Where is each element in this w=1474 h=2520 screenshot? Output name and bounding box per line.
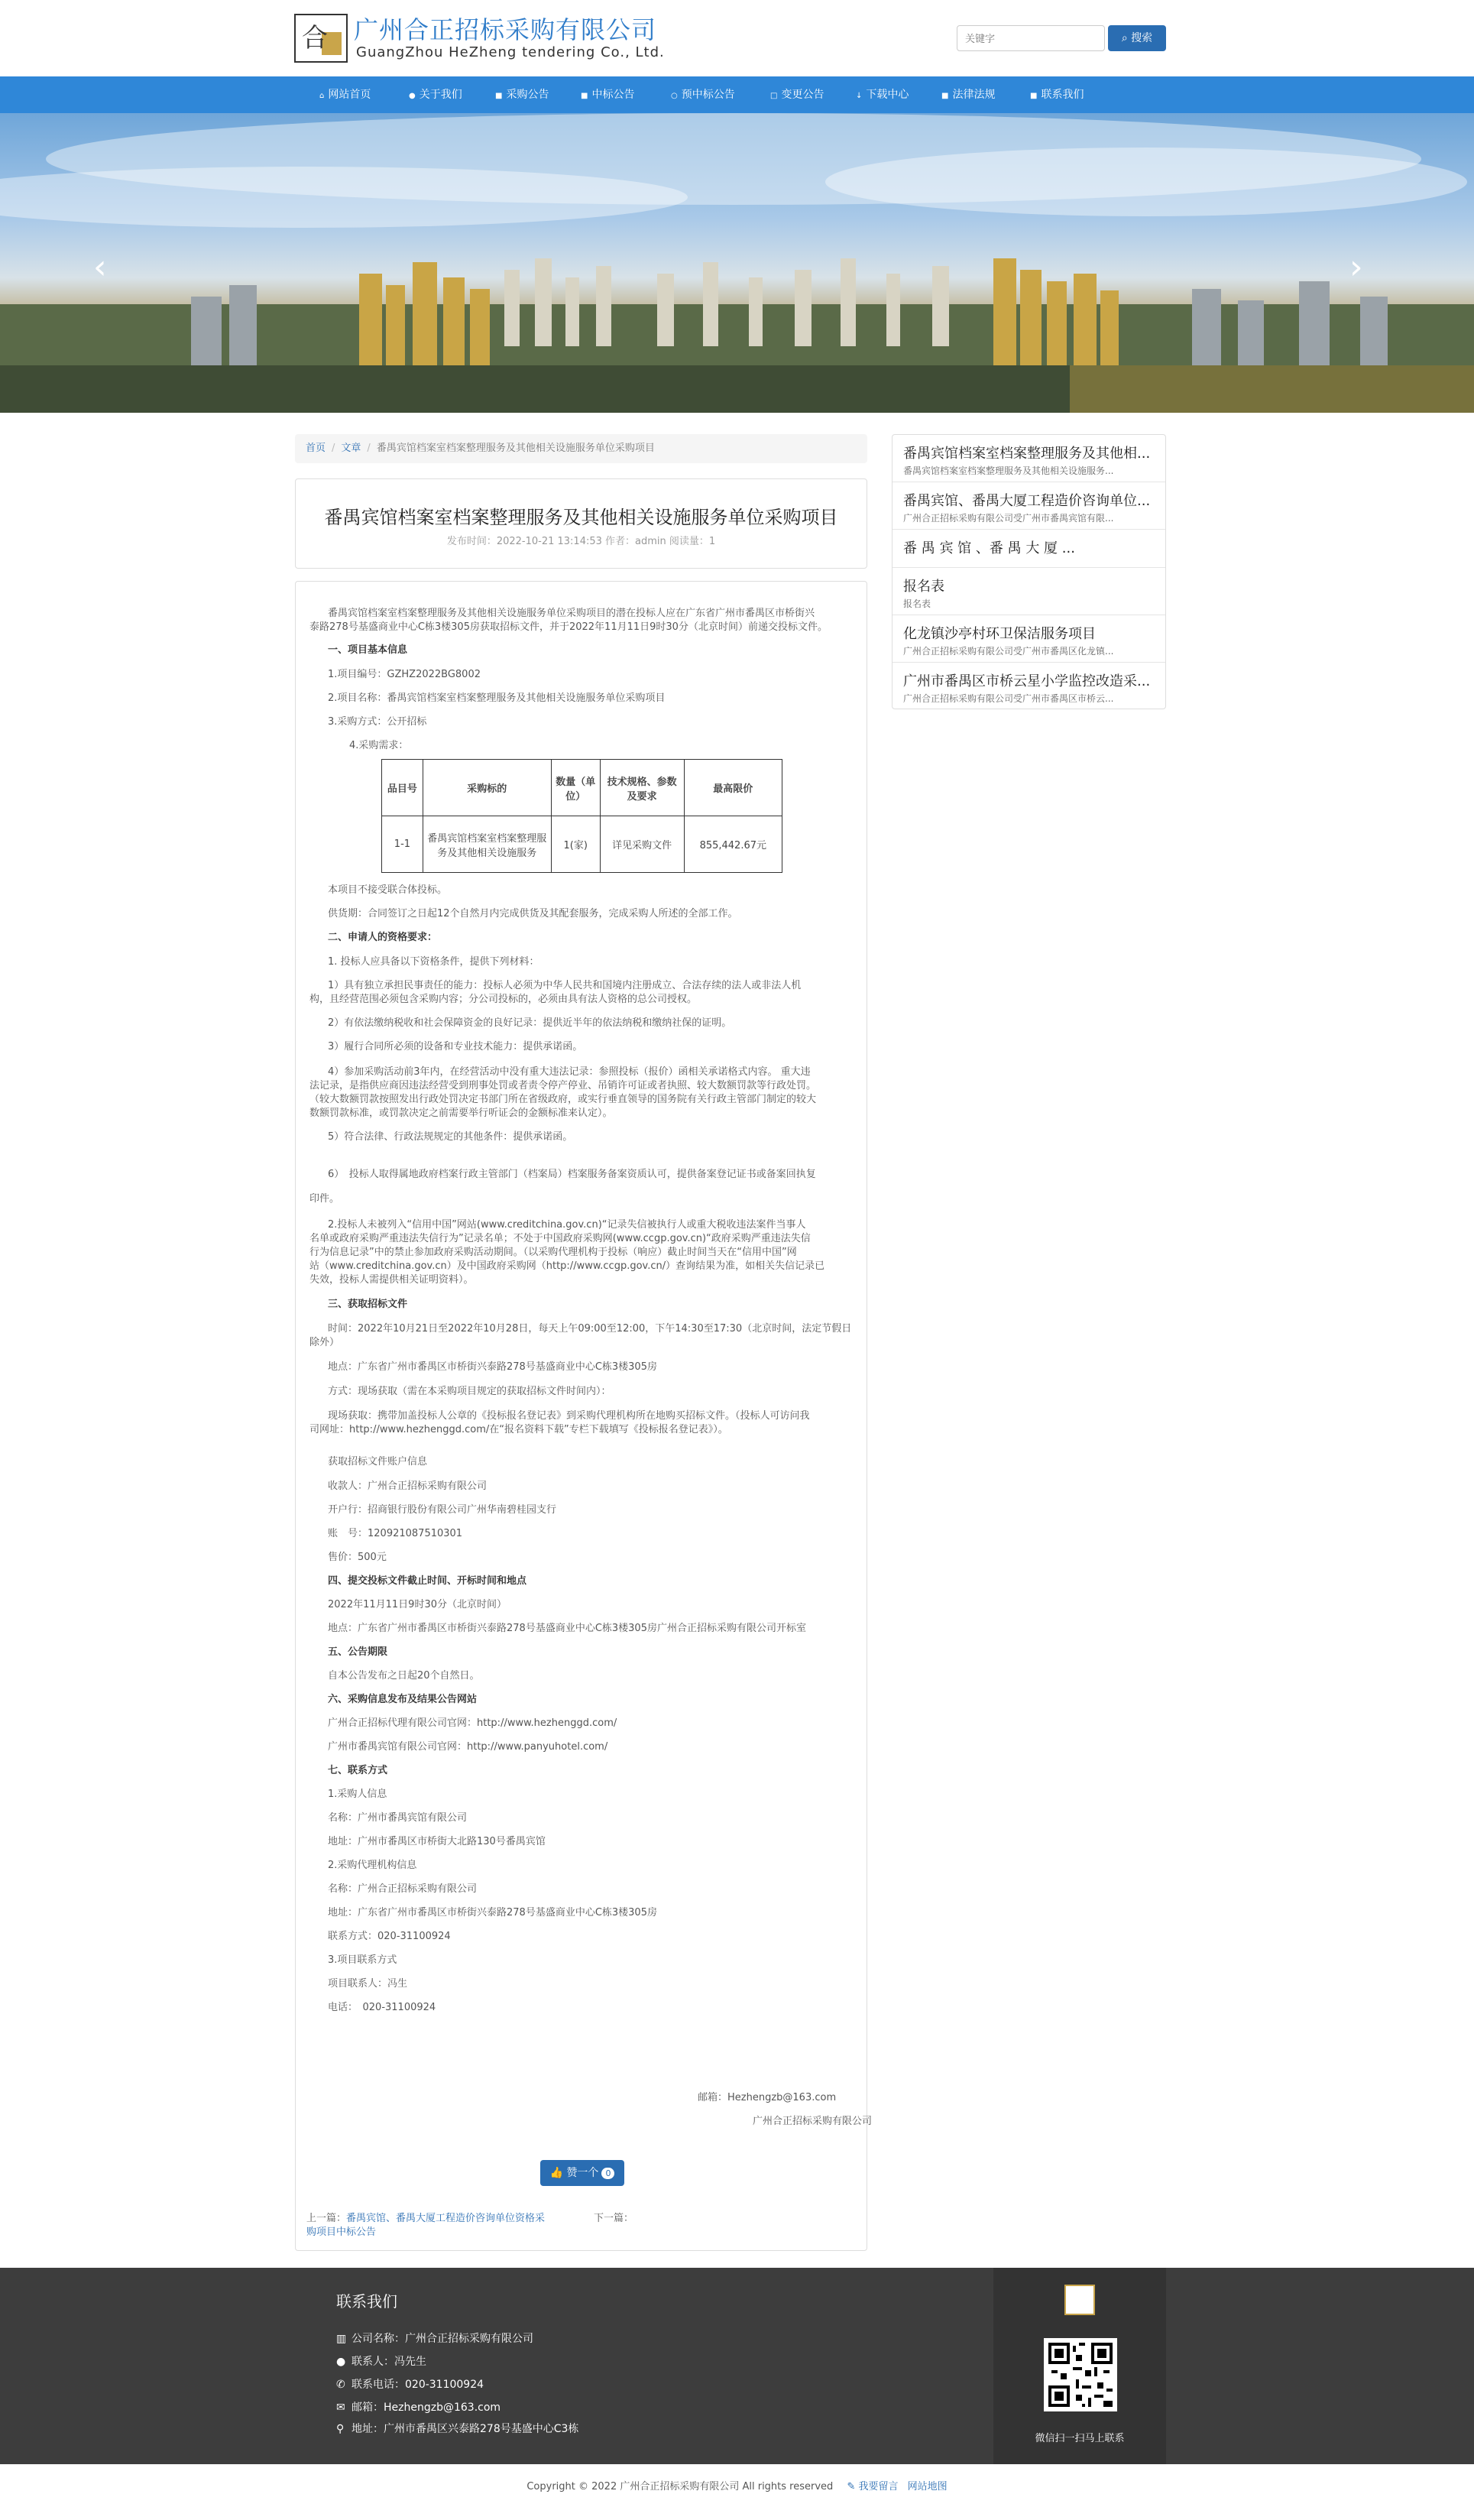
sidebar-item-desc: 广州合正招标采购有限公司受广州市番禺宾馆有限... — [903, 513, 1114, 524]
article-meta: 发布时间：2022-10-21 13:14:53 作者：admin 阅读量：1 — [446, 536, 716, 547]
search-icon: ⌕ — [1121, 32, 1128, 44]
para: 广州市番禺宾馆有限公司官网：http://www.panyuhotel.com/ — [328, 1741, 608, 1753]
para: 开户行：招商银行股份有限公司广州华南碧桂园支行 — [328, 1504, 557, 1516]
sidebar-item-desc: 广州合正招标采购有限公司受广州市番禺区化龙镇... — [903, 646, 1114, 657]
company-logo[interactable] — [294, 14, 348, 63]
prev-article-link-cont[interactable]: 购项目中标公告 — [306, 2226, 377, 2238]
copyright-bar — [0, 2464, 1474, 2520]
section-heading: 四、提交投标文件截止时间、开标时间和地点 — [328, 1575, 527, 1587]
nav-item-home[interactable] — [319, 76, 371, 113]
thumbs-up-icon: 👍 — [549, 2167, 563, 2179]
footer-phone-text: 联系电话：020-31100924 — [351, 2379, 484, 2391]
doc-icon: ■ — [581, 92, 588, 100]
para: 时间：2022年10月21日至2022年10月28日，每天上午09:00至12:00，下午14:30至17:30（北京时间，法定节假日 — [328, 1323, 852, 1335]
para: 1）具有独立承担民事责任的能力：投标人必须为中华人民共和国境内注册成立、合法存续的法人或非法人机 — [328, 980, 802, 991]
nav-item-contact[interactable] — [1030, 76, 1084, 113]
nav-label: 法律法规 — [952, 89, 996, 101]
footer-title: 联系我们 — [336, 2292, 397, 2311]
sidebar-item-title: 化龙镇沙亭村环卫保洁服务项目 — [903, 626, 1096, 642]
sidebar-item-desc: 番禺宾馆档案室档案整理服务及其他相关设施服务... — [903, 465, 1114, 476]
search-input[interactable] — [957, 25, 1105, 51]
breadcrumb-sep: / — [332, 443, 335, 454]
nav-label: 关于我们 — [419, 89, 462, 101]
message-link-label: 我要留言 — [858, 2481, 899, 2492]
prev-article — [306, 2210, 545, 2224]
hero-banner — [0, 113, 1474, 413]
sidebar-item-desc: 报名表 — [903, 598, 931, 609]
footer-company — [336, 2330, 533, 2346]
para: 1.项目编号：GZHZ2022BG8002 — [328, 669, 481, 680]
sidebar-item-title: 番禺宾馆档案室档案整理服务及其他相... — [903, 446, 1151, 462]
nav-item-award[interactable] — [581, 76, 634, 113]
breadcrumb-home[interactable]: 首页 — [306, 443, 326, 454]
logo-glyph: 合 — [302, 23, 328, 54]
footer-address — [336, 2421, 578, 2436]
para: （较大数额罚款按照发出行政处罚决定书部门所在省级政府，或实行垂直领导的国务院有关行政主管部门制定的较大 — [309, 1094, 817, 1105]
nav-label: 变更公告 — [781, 89, 824, 101]
nav-item-about[interactable] — [409, 76, 462, 113]
footer-phone — [336, 2376, 484, 2392]
para: 站（www.creditchina.gov.cn）及中国政府采购网（http://www.ccgp.gov.cn/）查询结果为准，如相关失信记录已 — [309, 1260, 825, 1272]
table-header: 数量（单位） — [551, 760, 600, 816]
para: 收款人：广州合正招标采购有限公司 — [328, 1481, 488, 1492]
search-button-label: 搜索 — [1131, 32, 1153, 44]
table-header: 采购标的 — [423, 760, 551, 816]
para: 失效，投标人需提供相关证明资料）。 — [309, 1274, 474, 1286]
para: 4.采购需求： — [349, 740, 409, 751]
para: 数额罚款标准，或罚款决定之前需要举行听证会的金额标准来认定）。 — [309, 1108, 613, 1119]
signature-date: 广州合正招标采购有限公司 — [753, 2116, 873, 2127]
sidebar-item-desc: 广州合正招标采购有限公司受广州市番禺区市桥云... — [903, 693, 1114, 704]
breadcrumb-sep: / — [367, 443, 371, 454]
table-header: 品目号 — [382, 760, 423, 816]
sidebar-item-title: 番禺宾馆、番禺大厦工程造价咨询单位... — [903, 493, 1151, 509]
para: 方式：现场获取（需在本采购项目规定的获取招标文件时间内）： — [328, 1386, 611, 1397]
edit-icon: ✎ — [847, 2481, 856, 2492]
sidebar-item-title: 报名表 — [903, 579, 944, 595]
like-label: 赞一个 — [566, 2167, 599, 2179]
mail-icon: ✉ — [336, 2402, 345, 2414]
sidebar-item[interactable] — [892, 482, 1165, 530]
location-icon: ⚲ — [336, 2423, 345, 2435]
para: 售价：500元 — [328, 1552, 387, 1563]
para: 除外） — [309, 1337, 340, 1348]
para: 获取招标文件账户信息 — [328, 1456, 428, 1468]
para: 1. 投标人应具备以下资格条件，提供下列材料： — [328, 956, 539, 968]
sidebar-item[interactable] — [892, 435, 1165, 482]
brand-name-cn: 广州合正招标采购有限公司 — [354, 15, 657, 44]
footer-logo — [1064, 2285, 1095, 2315]
sitemap-link[interactable]: 网站地图 — [907, 2481, 948, 2492]
building-icon: ▥ — [336, 2333, 347, 2345]
site-header — [0, 0, 1474, 76]
section-heading: 六、采购信息发布及结果公告网站 — [328, 1694, 478, 1705]
para: 项目联系人：冯生 — [328, 1978, 408, 1990]
para: 行为信息记录”中的禁止参加政府采购活动期间。（以采购代理机构于投标（响应）截止时间当天在“信用中国”网 — [309, 1247, 797, 1258]
para: 名单或政府采购严重违法失信行为”记录名单；不处于中国政府采购网(www.ccgp.gov.cn)“政府采购严重违法失信 — [309, 1233, 811, 1244]
nav-item-download[interactable] — [856, 76, 909, 113]
qr-icon — [1048, 2343, 1113, 2407]
wechat-qr-code — [1044, 2338, 1117, 2411]
para: 5）符合法律、行政法规规定的其他条件：提供承诺函。 — [328, 1131, 573, 1143]
breadcrumb — [295, 434, 867, 463]
table-cell: 1(家) — [551, 816, 600, 873]
para: 番禺宾馆档案室档案整理服务及其他相关设施服务单位采购项目的潜在投标人应在广东省广州市番禺区市桥街兴 — [328, 608, 815, 619]
para: 4）参加采购活动前3年内，在经营活动中没有重大违法记录：参照投标（报价）函相关承诺格式内容。 重大违 — [328, 1066, 811, 1078]
para: 司网址：http://www.hezhenggd.com/在“报名资料下载”专栏下载填写《投标报名登记表》）。 — [309, 1424, 728, 1435]
city-skyline-image — [0, 113, 1474, 413]
nav-label: 联系我们 — [1041, 89, 1084, 101]
section-heading: 三、获取招标文件 — [328, 1299, 408, 1310]
footer-qr-panel — [993, 2268, 1166, 2464]
para: 印件。 — [309, 1193, 340, 1205]
table-row — [382, 816, 782, 873]
next-label: 下一篇： — [594, 2213, 634, 2224]
nav-label: 中标公告 — [591, 89, 635, 101]
table-cell: 详见采购文件 — [600, 816, 684, 873]
para: 名称：广州市番禺宾馆有限公司 — [328, 1812, 468, 1824]
para: 2.项目名称：番禺宾馆档案室档案整理服务及其他相关设施服务单位采购项目 — [328, 692, 666, 704]
para: 2.投标人未被列入“信用中国”网站(www.creditchina.gov.cn)“记录失信被执行人或重大税收违法案件当事人 — [328, 1219, 806, 1231]
prev-article-cont — [306, 2223, 376, 2238]
nav-item-procurement[interactable] — [495, 76, 549, 113]
breadcrumb-section[interactable]: 文章 — [341, 443, 361, 454]
copyright-text: Copyright © 2022 广州合正招标采购有限公司 All rights reserved — [526, 2481, 834, 2492]
nav-item-pre-award[interactable] — [671, 76, 735, 113]
table-header-row — [382, 760, 782, 816]
requirements-table — [381, 759, 782, 873]
sidebar-item[interactable] — [892, 615, 1165, 663]
para: 2022年11月11日9时30分（北京时间） — [328, 1599, 507, 1610]
nav-item-change[interactable] — [770, 76, 824, 113]
footer-email — [336, 2399, 501, 2415]
prev-label: 上一篇： — [306, 2213, 347, 2224]
table-cell: 番禺宾馆档案室档案整理服务及其他相关设施服务 — [423, 816, 551, 873]
para: 1.采购人信息 — [328, 1789, 387, 1800]
para: 地点：广东省广州市番禺区市桥街兴泰路278号基盛商业中心C栋3楼305房广州合正招标采购有限公司开标室 — [328, 1623, 806, 1634]
like-count: 0 — [601, 2168, 614, 2179]
like-button[interactable] — [540, 2160, 624, 2186]
para: 供货期：合同签订之日起12个自然月内完成供货及其配套服务，完成采购人所述的全部工作。 — [328, 908, 738, 919]
sidebar-item[interactable] — [892, 530, 1165, 568]
message-link[interactable] — [847, 2481, 898, 2492]
footer-contact-text: 联系人：冯先生 — [351, 2356, 426, 2368]
sidebar-item-title: 广州市番禺区市桥云星小学监控改造采... — [903, 673, 1151, 689]
footer-contact — [336, 2353, 426, 2369]
para: 现场获取：携带加盖投标人公章的《投标报名登记表》到采购代理机构所在地购买招标文件。（投标人可访问我 — [328, 1410, 810, 1422]
qr-caption: 微信扫一扫马上联系 — [1035, 2433, 1125, 2444]
site-footer — [0, 2268, 1474, 2464]
table-cell: 855,442.67元 — [684, 816, 782, 873]
para: 电话： 020-31100924 — [328, 2002, 436, 2013]
section-heading: 二、申请人的资格要求： — [328, 932, 438, 943]
brand-name-en: GuangZhou HeZheng tendering Co., Ltd. — [356, 44, 665, 60]
article-title-card — [295, 478, 867, 569]
para: 构，且经营范围必须包含采购内容；分公司投标的，必须由具有法人资格的总公司授权。 — [309, 994, 698, 1005]
para: 地址：广州市番禺区市桥街大北路130号番禺宾馆 — [328, 1836, 546, 1847]
para: 账 号：120921087510301 — [328, 1528, 463, 1539]
footer-company-text: 公司名称：广州合正招标采购有限公司 — [351, 2333, 533, 2345]
para: 2）有依法缴纳税收和社会保障资金的良好记录：提供近半年的依法纳税和缴纳社保的证明。 — [328, 1017, 732, 1029]
sidebar-item-title: 番 禺 宾 馆 、番 禺 大 厦 ... — [903, 540, 1075, 556]
article-body — [295, 581, 873, 2251]
main-nav — [0, 76, 1474, 113]
nav-label: 预中标公告 — [681, 89, 735, 101]
para: 名称：广州合正招标采购有限公司 — [328, 1883, 478, 1895]
signature-company: 邮箱：Hezhengzb@163.com — [698, 2092, 837, 2103]
user-icon: ● — [409, 92, 416, 100]
calendar-icon: □ — [770, 92, 778, 100]
phone-icon: ✆ — [336, 2379, 345, 2391]
para: 3.采购方式：公开招标 — [328, 716, 427, 728]
para: 本项目不接受联合体投标。 — [328, 884, 448, 896]
footer-address-text: 地址：广州市番禺区兴泰路278号基盛中心C3栋 — [351, 2423, 579, 2435]
next-article — [594, 2210, 633, 2224]
table-cell: 1-1 — [382, 816, 423, 873]
breadcrumb-current: 番禺宾馆档案室档案整理服务及其他相关设施服务单位采购项目 — [376, 443, 655, 454]
search-button[interactable] — [1108, 25, 1166, 51]
sidebar-item[interactable] — [892, 568, 1165, 615]
nav-label: 下载中心 — [866, 89, 909, 101]
prev-article-link[interactable]: 番禺宾馆、番禺大厦工程造价咨询单位资格采 — [346, 2213, 546, 2224]
sidebar-recent — [892, 434, 1166, 709]
section-heading: 五、公告期限 — [328, 1646, 388, 1658]
para: 自本公告发布之日起20个自然日。 — [328, 1670, 480, 1682]
sidebar-item[interactable] — [892, 663, 1165, 709]
phone-icon: ■ — [1030, 92, 1038, 100]
book-icon: ■ — [941, 92, 949, 100]
banner-next-arrow[interactable]: › — [1349, 248, 1363, 287]
para: 泰路278号基盛商业中心C栋3楼305房获取招标文件，并于2022年11月11日9时30分（北京时间）前递交投标文件。 — [309, 621, 828, 633]
para: 6） 投标人取得属地政府档案行政主管部门（档案局）档案服务备案资质认可，提供备案登记证书或备案回执复 — [328, 1169, 816, 1180]
nav-item-law[interactable] — [941, 76, 995, 113]
para: 地址：广东省广州市番禺区市桥街兴泰路278号基盛商业中心C栋3楼305房 — [328, 1907, 657, 1918]
table-header: 最高限价 — [684, 760, 782, 816]
user-icon: ● — [336, 2356, 346, 2368]
nav-label: 采购公告 — [506, 89, 549, 101]
doc-icon: ■ — [495, 92, 503, 100]
banner-prev-arrow[interactable]: ‹ — [93, 248, 107, 287]
para: 地点：广东省广州市番禺区市桥街兴泰路278号基盛商业中心C栋3楼305房 — [328, 1361, 657, 1373]
section-heading: 七、联系方式 — [328, 1765, 388, 1776]
para: 联系方式：020-31100924 — [328, 1931, 451, 1942]
nav-label: 网站首页 — [328, 89, 371, 101]
table-header: 技术规格、参数及要求 — [600, 760, 684, 816]
para: 3.项目联系方式 — [328, 1954, 397, 1966]
section-heading: 一、项目基本信息 — [328, 644, 408, 656]
article-title: 番禺宾馆档案室档案整理服务及其他相关设施服务单位采购项目 — [324, 507, 838, 528]
para: 3）履行合同所必须的设备和专业技术能力：提供承诺函。 — [328, 1041, 583, 1052]
para: 法记录，是指供应商因违法经营受到刑事处罚或者责令停产停业、吊销许可证或者执照、较大数额罚款等行政处罚。 — [309, 1080, 817, 1091]
footer-email-text: 邮箱：Hezhengzb@163.com — [351, 2402, 501, 2414]
para: 广州合正招标代理有限公司官网：http://www.hezhenggd.com/ — [328, 1717, 617, 1729]
download-icon: ↓ — [856, 92, 863, 100]
home-icon: ⌂ — [319, 92, 325, 100]
para: 2.采购代理机构信息 — [328, 1860, 417, 1871]
bulb-icon: ○ — [671, 92, 678, 100]
